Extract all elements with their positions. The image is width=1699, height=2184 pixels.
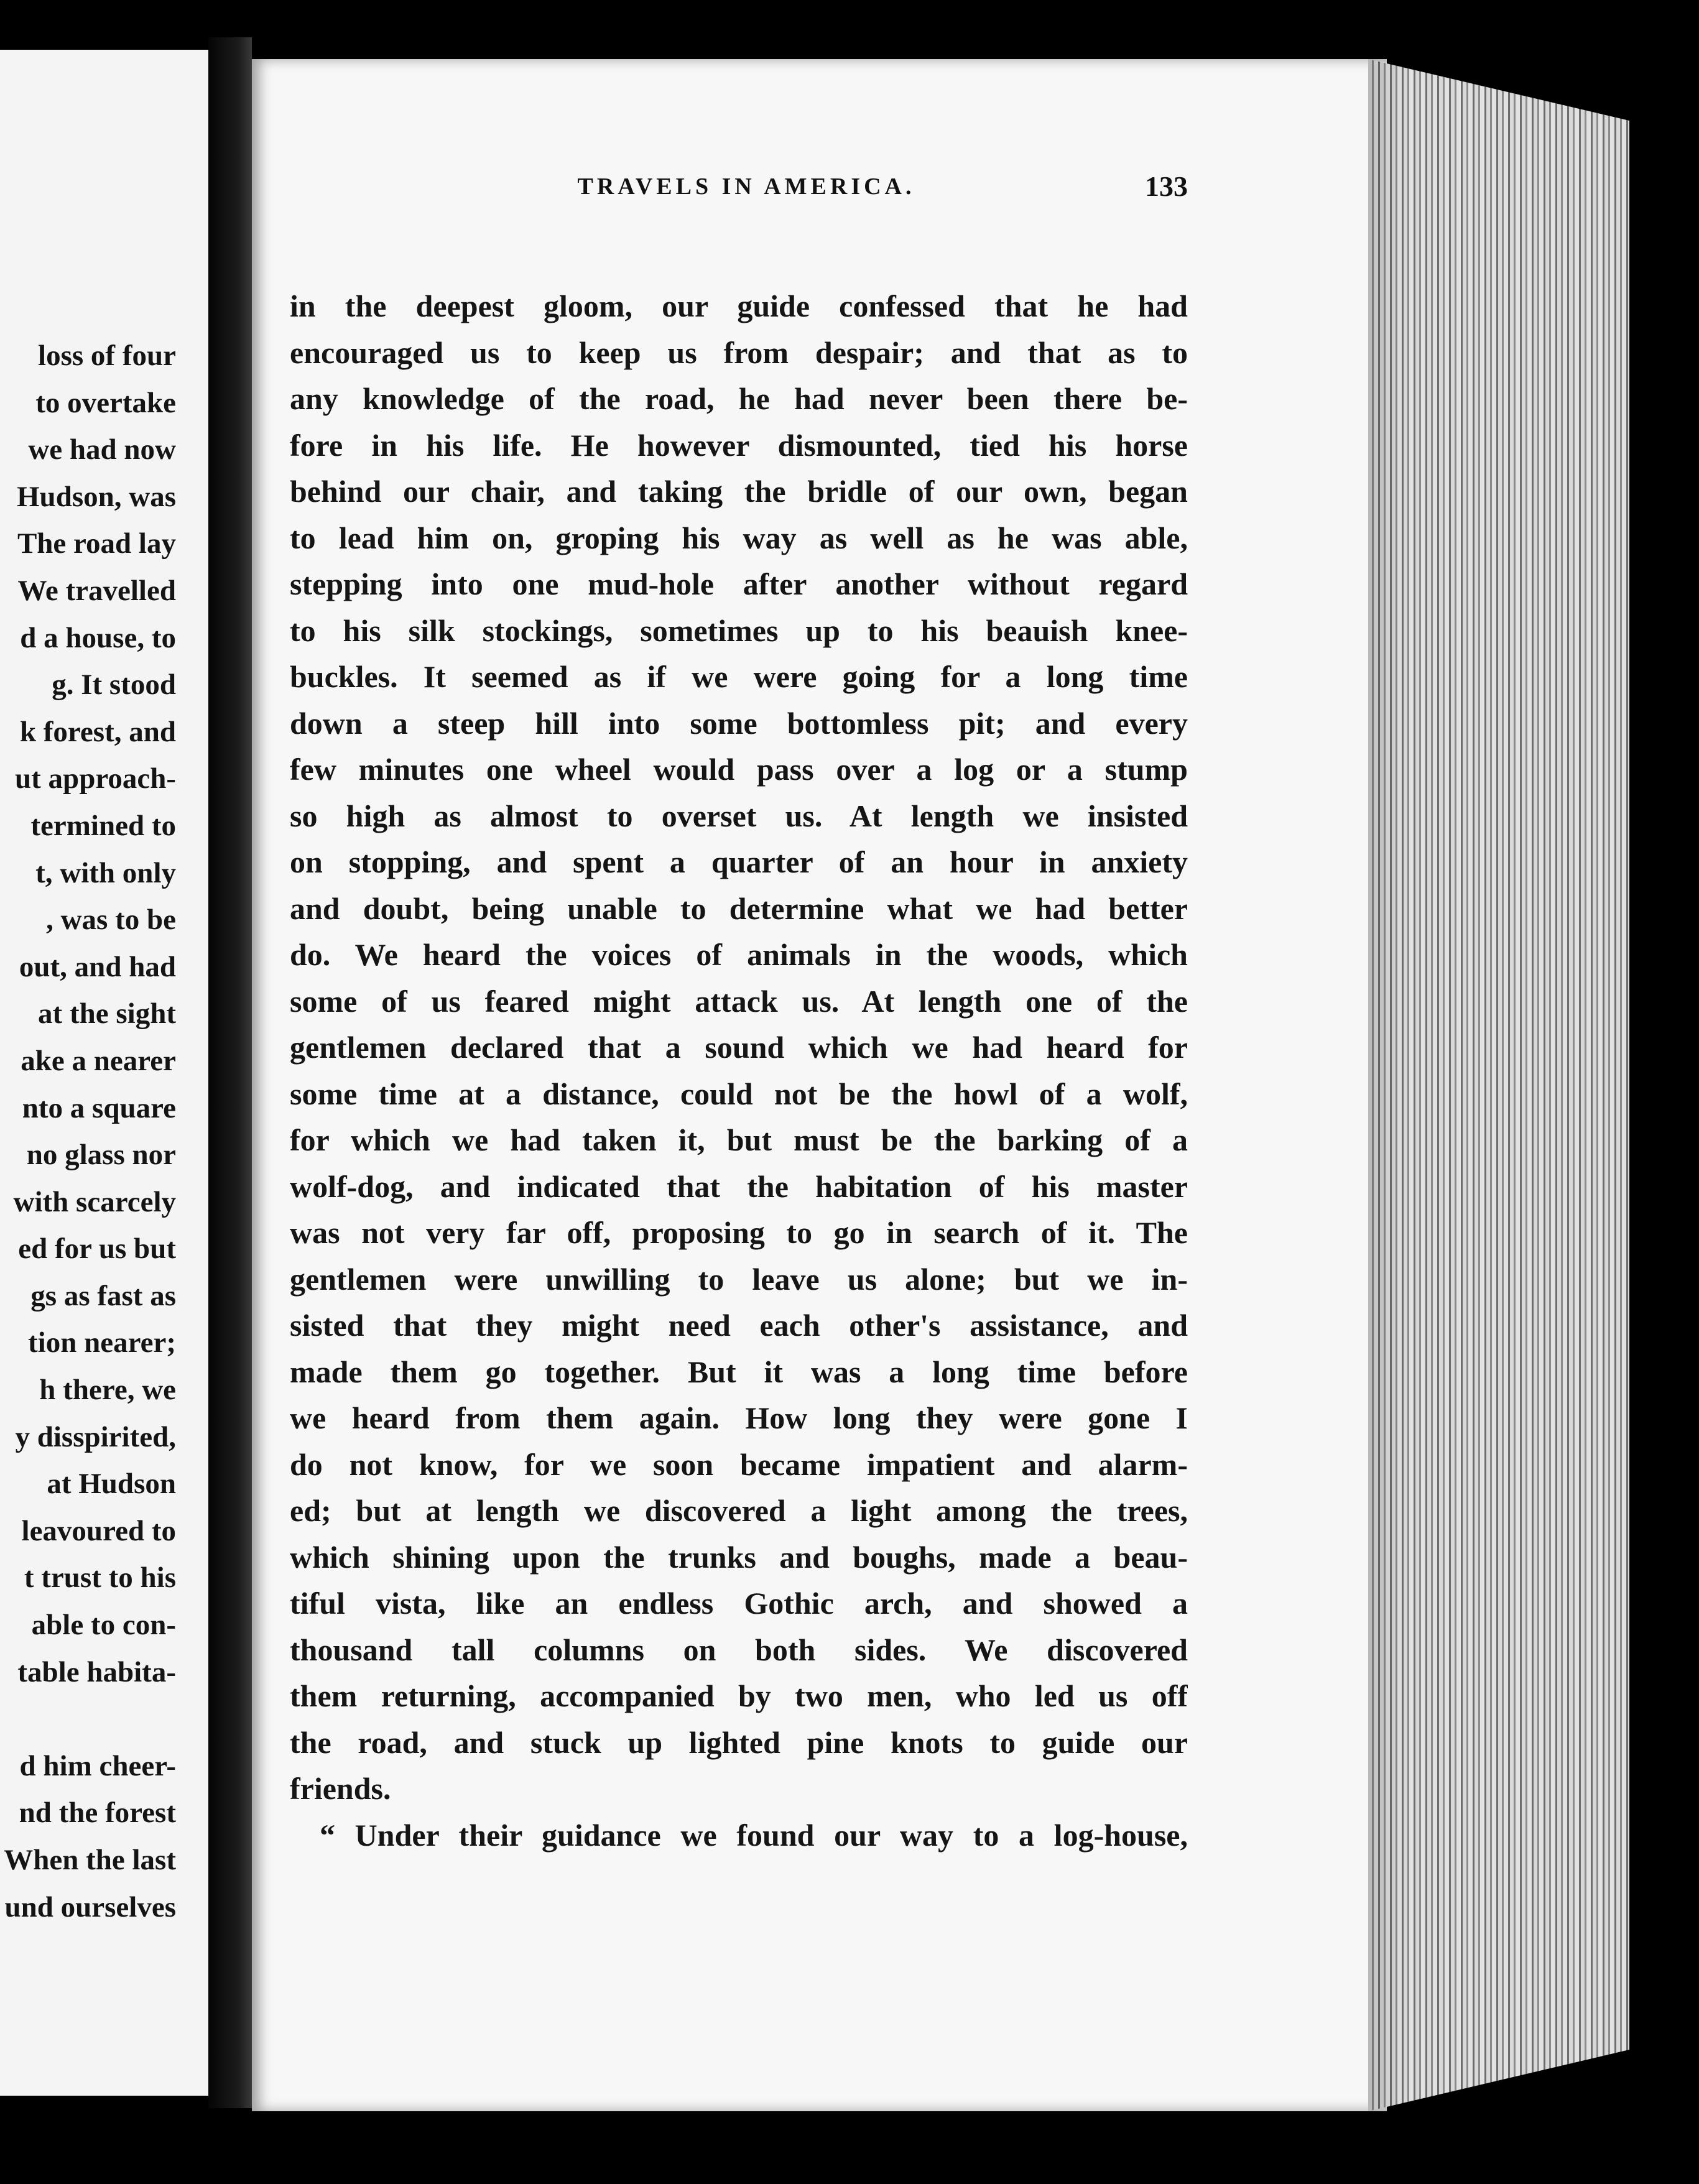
text-line: encouraged us to keep us from despair; and that as to (290, 335, 1188, 370)
left-line: h there, we (39, 1374, 176, 1407)
page-edge-shadow (1368, 59, 1405, 2111)
left-line: to overtake (35, 386, 176, 419)
text-line: down a steep hill into some bottomless pit; and every (290, 705, 1188, 741)
left-line: When the last (4, 1844, 176, 1876)
text-line: we heard from them again. How long they were gone I (290, 1400, 1188, 1435)
left-page (0, 50, 212, 2096)
text-line: them returning, accompanied by two men, who led us off (290, 1678, 1188, 1713)
text-line: tiful vista, like an endless Gothic arch, and showed a (290, 1586, 1188, 1621)
left-line: leavoured to (21, 1514, 176, 1547)
text-line: some time at a distance, could not be the howl of a wolf, (290, 1076, 1188, 1111)
text-line: made them go together. But it was a long time before (290, 1354, 1188, 1389)
text-line: fore in his life. He however dismounted, tied his horse (290, 427, 1188, 463)
left-line: t trust to his (24, 1562, 176, 1594)
text-line: buckles. It seemed as if we were going for a long time (290, 659, 1188, 694)
text-line: which shining upon the trunks and boughs, made a beau- (290, 1539, 1188, 1575)
left-line: ut approach- (15, 762, 176, 795)
left-line: gs as fast as (30, 1279, 176, 1312)
text-line: gentlemen declared that a sound which we had heard for (290, 1030, 1188, 1065)
text-line: to his silk stockings, sometimes up to his beauish knee- (290, 613, 1188, 648)
left-line: at the sight (38, 997, 176, 1030)
left-line: Hudson, was (17, 480, 176, 513)
text-line: and doubt, being unable to determine what we had better (290, 891, 1188, 926)
left-line: , was to be (46, 904, 176, 937)
left-line: y disspirited, (15, 1420, 176, 1453)
left-line: nd the forest (19, 1797, 176, 1830)
left-line: tion nearer; (28, 1326, 176, 1359)
left-line: at Hudson (47, 1468, 176, 1501)
text-line: stepping into one mud-hole after another without regard (290, 567, 1188, 601)
page-number: 133 (1145, 170, 1188, 202)
left-line: ake a nearer (21, 1044, 176, 1077)
text-line: so high as almost to overset us. At length we insisted (290, 798, 1188, 833)
text-line: friends. (290, 1771, 391, 1806)
text-line: was not very far off, proposing to go in search of it. The (290, 1215, 1188, 1250)
left-line: g. It stood (52, 669, 176, 701)
text-line: for which we had taken it, but must be the barking of a (290, 1122, 1188, 1157)
running-title: TRAVELS IN AMERICA. (577, 174, 915, 200)
text-line: few minutes one wheel would pass over a log or a stump (290, 752, 1188, 787)
text-line: in the deepest gloom, our guide confessed that he had (290, 289, 1188, 323)
left-line: We travelled (17, 574, 176, 607)
left-line: ed for us but (18, 1233, 176, 1266)
left-line: The road lay (17, 527, 176, 560)
text-line: ed; but at length we discovered a light among the trees, (290, 1493, 1188, 1528)
left-line: d him cheer- (19, 1749, 176, 1782)
left-line: table habita- (17, 1655, 176, 1688)
text-line: do. We heard the voices of animals in the woods, which (290, 937, 1188, 972)
body-text (290, 283, 1188, 1858)
left-line: d a house, to (20, 621, 176, 654)
text-line: gentlemen were unwilling to leave us alone; but we in- (290, 1261, 1188, 1297)
text-line: do not know, for we soon became impatient and alarm- (290, 1446, 1188, 1482)
running-head (299, 165, 1194, 208)
left-line: nto a square (22, 1091, 176, 1124)
left-line: t, with only (35, 856, 176, 889)
paragraph-gap (0, 1696, 176, 1743)
left-line: no glass nor (26, 1139, 176, 1172)
text-line: thousand tall columns on both sides. We discovered (290, 1632, 1188, 1667)
left-line: loss of four (38, 340, 176, 372)
left-page-text (0, 333, 176, 1931)
text-line: sisted that they might need each other's assistance, and (290, 1308, 1188, 1343)
text-line: on stopping, and spent a quarter of an hour in anxiety (290, 844, 1188, 879)
left-line: out, and had (19, 950, 176, 983)
text-line: behind our chair, and taking the bridle of our own, began (290, 474, 1188, 509)
left-line: we had now (28, 433, 176, 466)
left-line: und ourselves (4, 1890, 176, 1923)
text-line: “ Under their guidance we found our way to a log-house, (320, 1817, 1188, 1853)
text-line: some of us feared might attack us. At length one of the (290, 983, 1188, 1019)
text-line: wolf-dog, and indicated that the habitation of his master (290, 1168, 1188, 1204)
left-line: k forest, and (19, 715, 176, 748)
left-line: termined to (30, 809, 176, 842)
left-line: with scarcely (13, 1185, 176, 1218)
left-line: able to con- (31, 1609, 176, 1642)
text-line: to lead him on, groping his way as well as he was able, (290, 520, 1188, 555)
text-line: any knowledge of the road, he had never been there be- (290, 381, 1188, 416)
book-gutter (208, 37, 252, 2108)
text-line: the road, and stuck up lighted pine knots to guide our (290, 1724, 1188, 1760)
page-fore-edge (1368, 59, 1629, 2111)
